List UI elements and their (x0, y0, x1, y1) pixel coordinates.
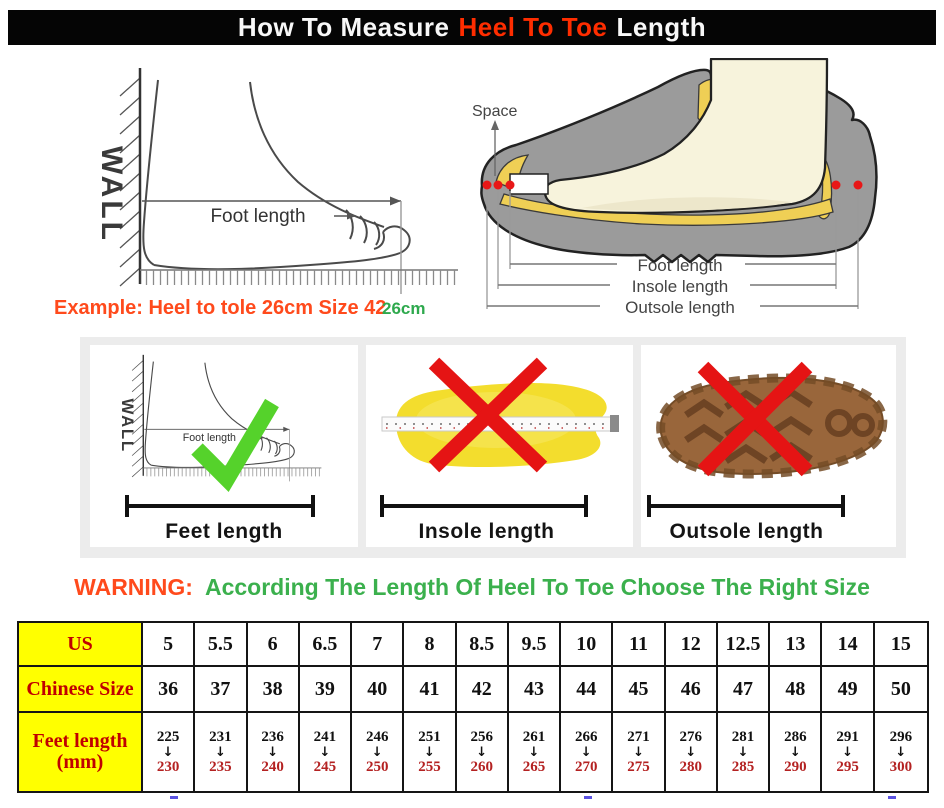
feet-length-caption: Feet length (165, 520, 283, 543)
method-card-feet-length (90, 345, 358, 547)
chinese-size-cell: 44 (561, 667, 613, 711)
chinese-size-cell: 36 (143, 667, 195, 711)
feet-length-cell (509, 713, 561, 791)
us-row-label: US (19, 623, 143, 665)
feet-length-art (90, 345, 358, 493)
down-arrow-icon: ↓ (371, 744, 383, 760)
shoe-insole-length-label: Insole length (631, 277, 729, 296)
chinese-size-cell: 37 (195, 667, 247, 711)
blue-dash-mark (888, 796, 896, 799)
feet-min-value: 251 (418, 728, 441, 745)
down-arrow-icon: ↓ (424, 744, 435, 760)
chinese-row-label: Chinese Size (19, 667, 143, 711)
chinese-size-cell: 45 (613, 667, 665, 711)
feet-length-cell (561, 713, 613, 791)
us-size-cell: 15 (890, 632, 911, 655)
feet-length-cell (875, 713, 927, 791)
feet-max-value: 235 (209, 758, 232, 775)
down-arrow-icon: ↓ (685, 744, 697, 760)
feet-length-cell (404, 713, 456, 791)
us-size-cell: 11 (613, 623, 665, 665)
chinese-size-cell: 46 (666, 667, 718, 711)
down-arrow-icon: ↓ (214, 744, 226, 760)
down-arrow-icon: ↓ (267, 744, 279, 760)
feet-max-value: 260 (470, 758, 493, 775)
chinese-size-cell: 43 (509, 667, 561, 711)
feet-length-cell (195, 713, 247, 791)
feet-min-value: 261 (522, 728, 546, 745)
title-suffix: Length (616, 12, 707, 42)
feet-min-value: 241 (313, 728, 337, 745)
chinese-size-cell: 38 (248, 667, 300, 711)
feet-max-value: 300 (889, 758, 913, 775)
feet-max-value: 270 (575, 758, 598, 775)
feet-length-cell (248, 713, 300, 791)
chinese-size-cell: 49 (822, 667, 874, 711)
down-arrow-icon: ↓ (580, 744, 592, 760)
feet-max-value: 280 (679, 758, 703, 775)
feet-row-label-line2: (mm) (56, 751, 104, 773)
shoe-foot-length-label: Foot length (637, 256, 723, 275)
down-arrow-icon: ↓ (319, 744, 331, 760)
chinese-size-cell: 42 (457, 667, 509, 711)
outsole-art (641, 345, 896, 493)
insole-length-caption: Insole length (418, 520, 555, 543)
feet-max-value: 245 (313, 758, 337, 775)
method-card-insole-length (366, 345, 633, 547)
shoe-cutaway-diagram (462, 58, 940, 330)
us-size-cell: 10 (561, 623, 613, 665)
down-arrow-icon: ↓ (528, 744, 540, 760)
us-size-cell: 5 (143, 623, 195, 665)
warning-line (0, 574, 944, 601)
down-arrow-icon: ↓ (789, 744, 801, 760)
title-banner (8, 10, 936, 45)
us-size-cell: 14 (822, 623, 874, 665)
us-size-cell: 7 (352, 623, 404, 665)
down-arrow-icon: ↓ (737, 744, 749, 760)
feet-min-value: 281 (731, 728, 755, 745)
feet-min-value: 231 (209, 728, 232, 745)
down-arrow-icon: ↓ (895, 744, 907, 760)
feet-length-cell (822, 713, 874, 791)
feet-max-value: 255 (418, 758, 441, 775)
chinese-size-cell: 48 (770, 667, 822, 711)
feet-length-cell (300, 713, 352, 791)
down-arrow-icon: ↓ (476, 744, 488, 760)
insole-art (366, 345, 633, 493)
us-size-cell: 12.5 (718, 623, 770, 665)
us-size-cell: 6.5 (300, 623, 352, 665)
feet-row-label-line1: Feet length (32, 730, 128, 752)
feet-max-value: 295 (836, 758, 859, 775)
feet-length-cell (143, 713, 195, 791)
feet-max-value: 230 (156, 758, 180, 775)
feet-max-value: 275 (627, 758, 650, 775)
feet-row-label (19, 713, 143, 791)
warning-prefix: WARNING: (74, 574, 193, 600)
example-text: Example: Heel to tole 26cm Size 42 (54, 297, 387, 319)
us-size-cell: 8.5 (457, 623, 509, 665)
feet-length-bracket (90, 493, 358, 519)
us-size-cell: 6 (248, 623, 300, 665)
chinese-size-cell: 39 (300, 667, 352, 711)
feet-length-cell (770, 713, 822, 791)
chinese-size-row (19, 667, 927, 713)
insole-length-bracket (366, 493, 633, 519)
wall-label: WALL (95, 146, 128, 243)
feet-min-value: 225 (156, 728, 180, 745)
outsole-length-caption: Outsole length (669, 520, 824, 543)
feet-max-value: 240 (261, 758, 284, 775)
feet-length-cell (718, 713, 770, 791)
foot-measure-diagram (52, 54, 464, 300)
chinese-size-cell: 40 (352, 667, 404, 711)
us-size-cell: 5.5 (195, 623, 247, 665)
blue-dash-mark (584, 796, 592, 799)
feet-min-value: 266 (575, 728, 598, 745)
feet-max-value: 290 (784, 758, 807, 775)
feet-max-value: 265 (522, 758, 546, 775)
feet-min-value: 236 (261, 728, 284, 745)
toe-space-box (510, 174, 548, 194)
feet-length-cell (613, 713, 665, 791)
down-arrow-icon: ↓ (842, 744, 854, 760)
feet-length-cell (457, 713, 509, 791)
methods-panel (80, 337, 906, 558)
title-highlight: Heel To Toe (458, 12, 608, 42)
chinese-size-cell: 47 (718, 667, 770, 711)
foot-outline (143, 80, 409, 269)
method-card-outsole-length (641, 345, 896, 547)
chinese-size-cell: 41 (404, 667, 456, 711)
feet-min-value: 286 (784, 728, 807, 745)
feet-min-value: 291 (836, 728, 859, 745)
title-prefix: How To Measure (237, 12, 450, 42)
feet-min-value: 296 (889, 728, 913, 745)
blue-dash-mark (170, 796, 178, 799)
foot-length-arrow (142, 197, 401, 228)
feet-length-cell (352, 713, 404, 791)
feet-min-value: 276 (679, 728, 703, 745)
us-size-row (19, 623, 927, 667)
shoe-outsole-length-label: Outsole length (625, 298, 735, 317)
feet-max-value: 285 (731, 758, 755, 775)
feet-min-value: 271 (627, 728, 650, 745)
foot-length-label: Foot length (210, 206, 306, 227)
ruler-value: 26cm (382, 299, 426, 318)
us-size-cell: 12 (666, 623, 718, 665)
chinese-size-cell: 50 (890, 677, 911, 700)
down-arrow-icon: ↓ (162, 744, 174, 760)
space-label: Space (472, 103, 518, 120)
outsole-length-bracket (641, 493, 896, 519)
us-size-cell: 8 (404, 623, 456, 665)
feet-length-row (19, 713, 927, 791)
down-arrow-icon: ↓ (633, 744, 644, 760)
us-size-cell: 9.5 (509, 623, 561, 665)
ground-ruler (140, 270, 458, 285)
warning-message: According The Length Of Heel To Toe Choose The Right Size (204, 574, 870, 600)
feet-length-cell (666, 713, 718, 791)
size-table (17, 621, 929, 793)
us-size-cell: 13 (770, 623, 822, 665)
feet-max-value: 250 (365, 758, 389, 775)
feet-min-value: 256 (470, 728, 493, 745)
feet-min-value: 246 (365, 728, 389, 745)
